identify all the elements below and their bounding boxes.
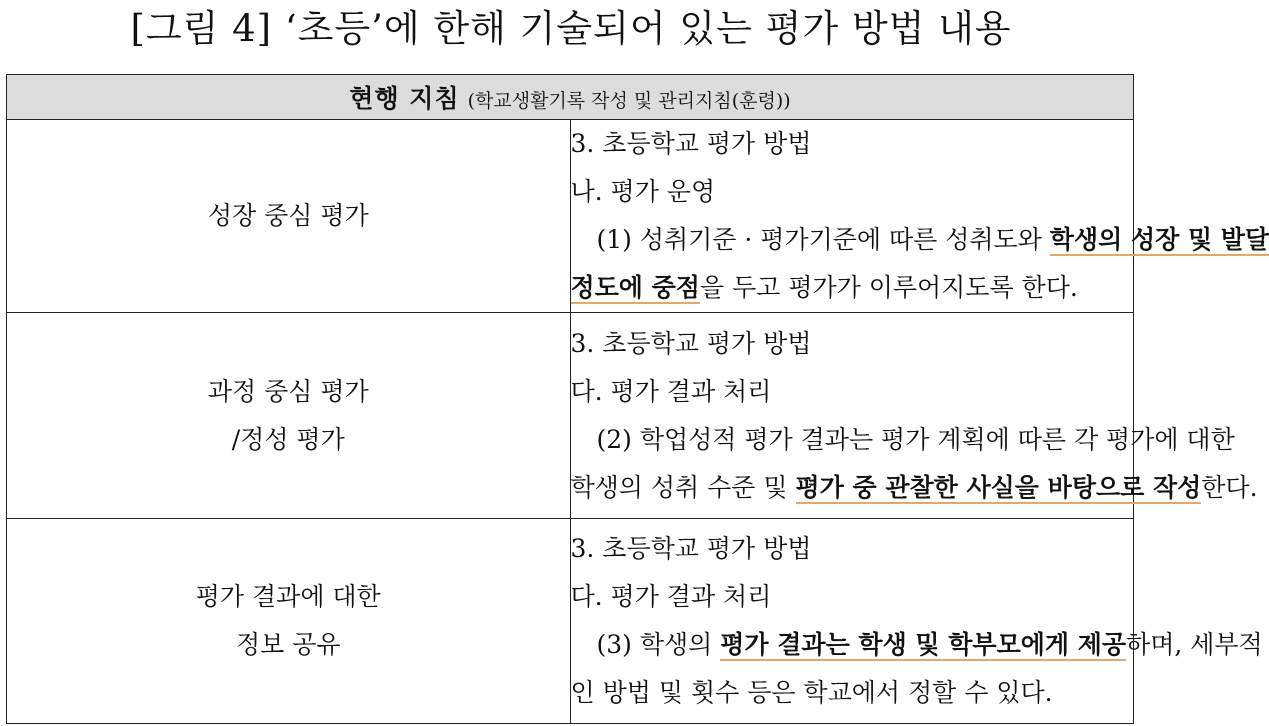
- content-line: [571, 216, 1269, 264]
- content-text: (3) 학생의: [596, 630, 721, 659]
- content-line: (2) 학업성적 평가 결과는 평가 계획에 따른 각 평가에 대한: [596, 424, 1235, 454]
- category-label: 정보 공유: [235, 630, 341, 659]
- content-line: [570, 464, 1258, 512]
- category-label: 성장 중심 평가: [207, 201, 369, 230]
- category-label: 과정 중심 평가: [207, 376, 369, 406]
- table-header-row: [7, 75, 1134, 120]
- highlighted-text: 평가 결과는 학생 및 학부모에게 제공: [720, 630, 1127, 659]
- content-line: [571, 264, 1134, 312]
- content-text: 을 두고 평가가 이루어지도록 한다.: [699, 273, 1078, 302]
- highlighted-text: 평가 중 관찰한 사실을 바탕으로 작성: [795, 472, 1202, 502]
- content-cell: [570, 519, 1263, 724]
- category-label: 평가 결과에 대한: [195, 582, 381, 611]
- table-row: [7, 313, 1134, 519]
- content-line: 3. 초등학교 평가 방법: [570, 129, 812, 158]
- highlighted-text: 학생의 성장 및 발달: [1049, 225, 1269, 254]
- guideline-table: [6, 74, 1269, 724]
- content-text: 하며, 세부적: [1126, 630, 1263, 659]
- category-cell: [7, 120, 571, 313]
- content-line: 다. 평가 결과 처리: [570, 582, 772, 611]
- content-line: 나. 평가 운영: [570, 177, 716, 206]
- category-label: /정성 평가: [231, 424, 345, 454]
- content-cell: [570, 120, 1269, 313]
- table-header-cell: [7, 75, 1134, 120]
- highlighted-text: 정도에 중점: [570, 273, 700, 302]
- content-line: 3. 초등학교 평가 방법: [570, 534, 812, 563]
- table-row: [7, 519, 1134, 724]
- category-cell: [7, 313, 571, 519]
- content-line: 인 방법 및 횟수 등은 학교에서 정할 수 있다.: [570, 678, 1053, 707]
- category-cell: [7, 519, 571, 724]
- content-line: [571, 621, 1263, 669]
- content-text: 학생의 성취 수준 및: [570, 472, 796, 502]
- content-text: (1) 성취기준 · 평가기준에 따른 성취도와: [596, 225, 1050, 254]
- content-text: 한다.: [1201, 472, 1258, 502]
- table-row: [7, 120, 1134, 313]
- content-line: 3. 초등학교 평가 방법: [570, 328, 812, 358]
- content-cell: [570, 313, 1258, 519]
- content-line: 다. 평가 결과 처리: [570, 376, 772, 406]
- header-main-text: 현행 지침: [349, 84, 460, 113]
- header-sub-text: (학교생활기록 작성 및 관리지침(훈령)): [467, 90, 791, 112]
- figure-title: [그림 4] ‘초등’에 한해 기술되어 있는 평가 방법 내용: [130, 7, 1012, 50]
